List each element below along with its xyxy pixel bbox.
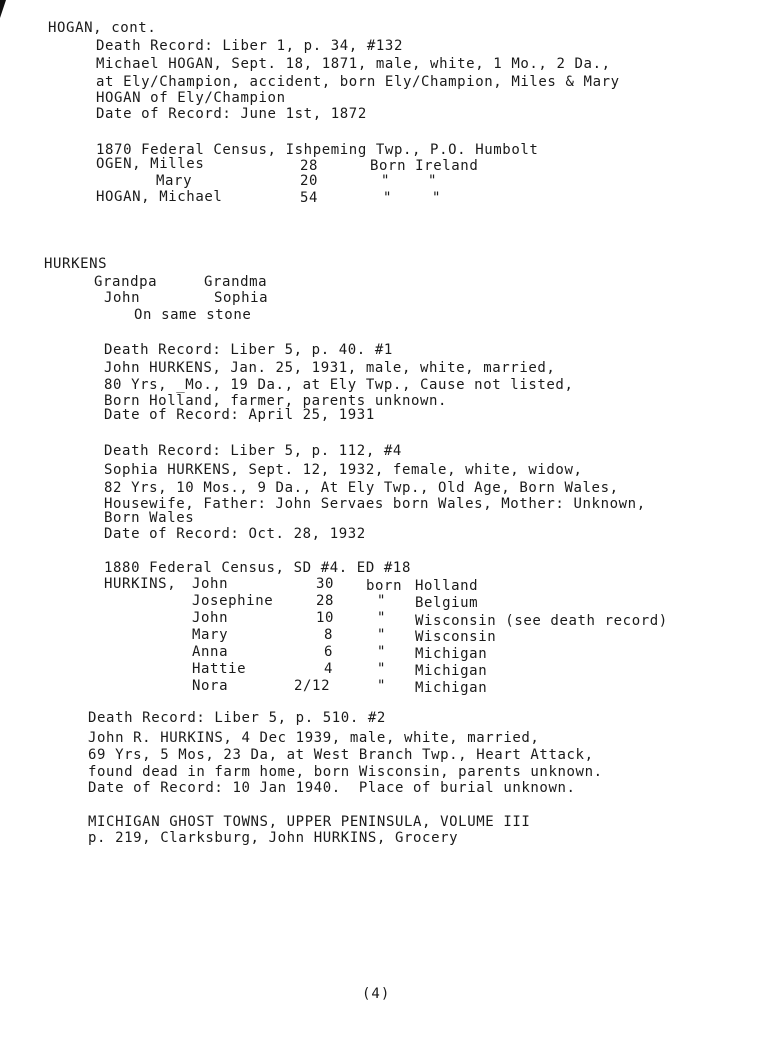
census-birthplace: Michigan <box>415 663 488 679</box>
hurkens-death2-line: Housewife, Father: John Servaes born Wales, Mother: Unknown, <box>104 496 646 512</box>
hogan-date-of-record: Date of Record: June 1st, 1872 <box>96 106 367 122</box>
ditto-mark: " <box>377 644 387 660</box>
census-surname: HURKINS, <box>104 576 177 592</box>
stone-name-sophia: Sophia <box>214 290 269 306</box>
hogan-death-record-ref: Death Record: Liber 1, p. 34, #132 <box>96 38 403 54</box>
hurkens-death2-line: Sophia HURKENS, Sept. 12, 1932, female, white, widow, <box>104 462 583 478</box>
section-heading-hurkens: HURKENS <box>44 256 108 272</box>
hurkens-census-title: 1880 Federal Census, SD #4. ED #18 <box>104 560 411 576</box>
section-heading-hogan: HOGAN, cont. <box>48 20 157 36</box>
census-birthplace: Wisconsin (see death record) <box>415 613 668 629</box>
ditto-mark: " <box>428 173 438 189</box>
hurkens-death3-date: Date of Record: 10 Jan 1940. Place of burial unknown. <box>88 780 576 796</box>
hurkens-death2-ref: Death Record: Liber 5, p. 112, #4 <box>104 443 402 459</box>
census-birthplace: Michigan <box>415 680 488 696</box>
ditto-mark: " <box>432 190 442 206</box>
ditto-mark: " <box>377 661 387 677</box>
hogan-census-title: 1870 Federal Census, Ishpeming Twp., P.O. Humbolt <box>96 142 539 158</box>
hogan-death-record-line: Michael HOGAN, Sept. 18, 1871, male, white, 1 Mo., 2 Da., <box>96 56 611 72</box>
hurkens-death3-ref: Death Record: Liber 5, p. 510. #2 <box>88 710 386 726</box>
census-age: 8 <box>324 627 334 643</box>
census-name: Josephine <box>192 593 274 609</box>
ghost-towns-reference: MICHIGAN GHOST TOWNS, UPPER PENINSULA, VOLUME III <box>88 814 531 830</box>
census-name: Hattie <box>192 661 247 677</box>
stone-label-grandma: Grandma <box>204 274 268 290</box>
ditto-mark: " <box>377 610 387 626</box>
stone-label-grandpa: Grandpa <box>94 274 158 290</box>
census-birthplace: Belgium <box>415 595 479 611</box>
census-name: Nora <box>192 678 229 694</box>
census-age: 6 <box>324 644 334 660</box>
census-age: 20 <box>300 173 319 189</box>
census-name: HOGAN, Michael <box>96 189 223 205</box>
census-age: 28 <box>300 158 319 174</box>
hurkens-death1-ref: Death Record: Liber 5, p. 40. #1 <box>104 342 393 358</box>
census-birthplace: Born Ireland <box>370 158 479 174</box>
census-birthplace: Michigan <box>415 646 488 662</box>
census-name: Mary <box>192 627 229 643</box>
census-age: 30 <box>316 576 335 592</box>
hurkens-death1-line: 80 Yrs, _Mo., 19 Da., at Ely Twp., Cause not listed, <box>104 377 574 393</box>
stone-name-john: John <box>104 290 141 306</box>
ditto-mark: " <box>377 678 387 694</box>
ditto-mark: " <box>377 627 387 643</box>
census-birthplace: Wisconsin <box>415 629 497 645</box>
census-age: 54 <box>300 190 319 206</box>
census-age: 10 <box>316 610 335 626</box>
scan-corner-mark <box>0 0 6 18</box>
ditto-mark: " <box>383 190 393 206</box>
hurkens-death2-line: Born Wales <box>104 510 195 526</box>
hurkens-death1-line: Born Holland, farmer, parents unknown. <box>104 393 448 409</box>
census-birthplace: Holland <box>415 578 479 594</box>
hurkens-death1-line: John HURKENS, Jan. 25, 1931, male, white, married, <box>104 360 556 376</box>
census-name: Mary <box>156 173 193 189</box>
ditto-mark: " <box>377 593 387 609</box>
hurkens-death2-date: Date of Record: Oct. 28, 1932 <box>104 526 366 542</box>
page-number: (4) <box>362 986 391 1002</box>
hurkens-death3-line: John R. HURKINS, 4 Dec 1939, male, white, married, <box>88 730 540 746</box>
hogan-death-record-line: HOGAN of Ely/Champion <box>96 90 286 106</box>
census-age: 28 <box>316 593 335 609</box>
hurkens-death3-line: found dead in farm home, born Wisconsin, parents unknown. <box>88 764 603 780</box>
hurkens-death3-line: 69 Yrs, 5 Mos, 23 Da, at West Branch Twp., Heart Attack, <box>88 747 594 763</box>
census-name: OGEN, Milles <box>96 156 205 172</box>
census-name: John <box>192 576 229 592</box>
census-born: born <box>366 578 403 594</box>
hurkens-death2-line: 82 Yrs, 10 Mos., 9 Da., At Ely Twp., Old Age, Born Wales, <box>104 480 619 496</box>
census-name: John <box>192 610 229 626</box>
stone-note: On same stone <box>134 307 252 323</box>
census-age: 4 <box>324 661 334 677</box>
census-age: 2/12 <box>294 678 331 694</box>
census-name: Anna <box>192 644 229 660</box>
hurkens-death1-date: Date of Record: April 25, 1931 <box>104 407 375 423</box>
hogan-death-record-line: at Ely/Champion, accident, born Ely/Champion, Miles & Mary <box>96 74 620 90</box>
ghost-towns-entry: p. 219, Clarksburg, John HURKINS, Grocery <box>88 830 459 846</box>
ditto-mark: " <box>381 173 391 189</box>
